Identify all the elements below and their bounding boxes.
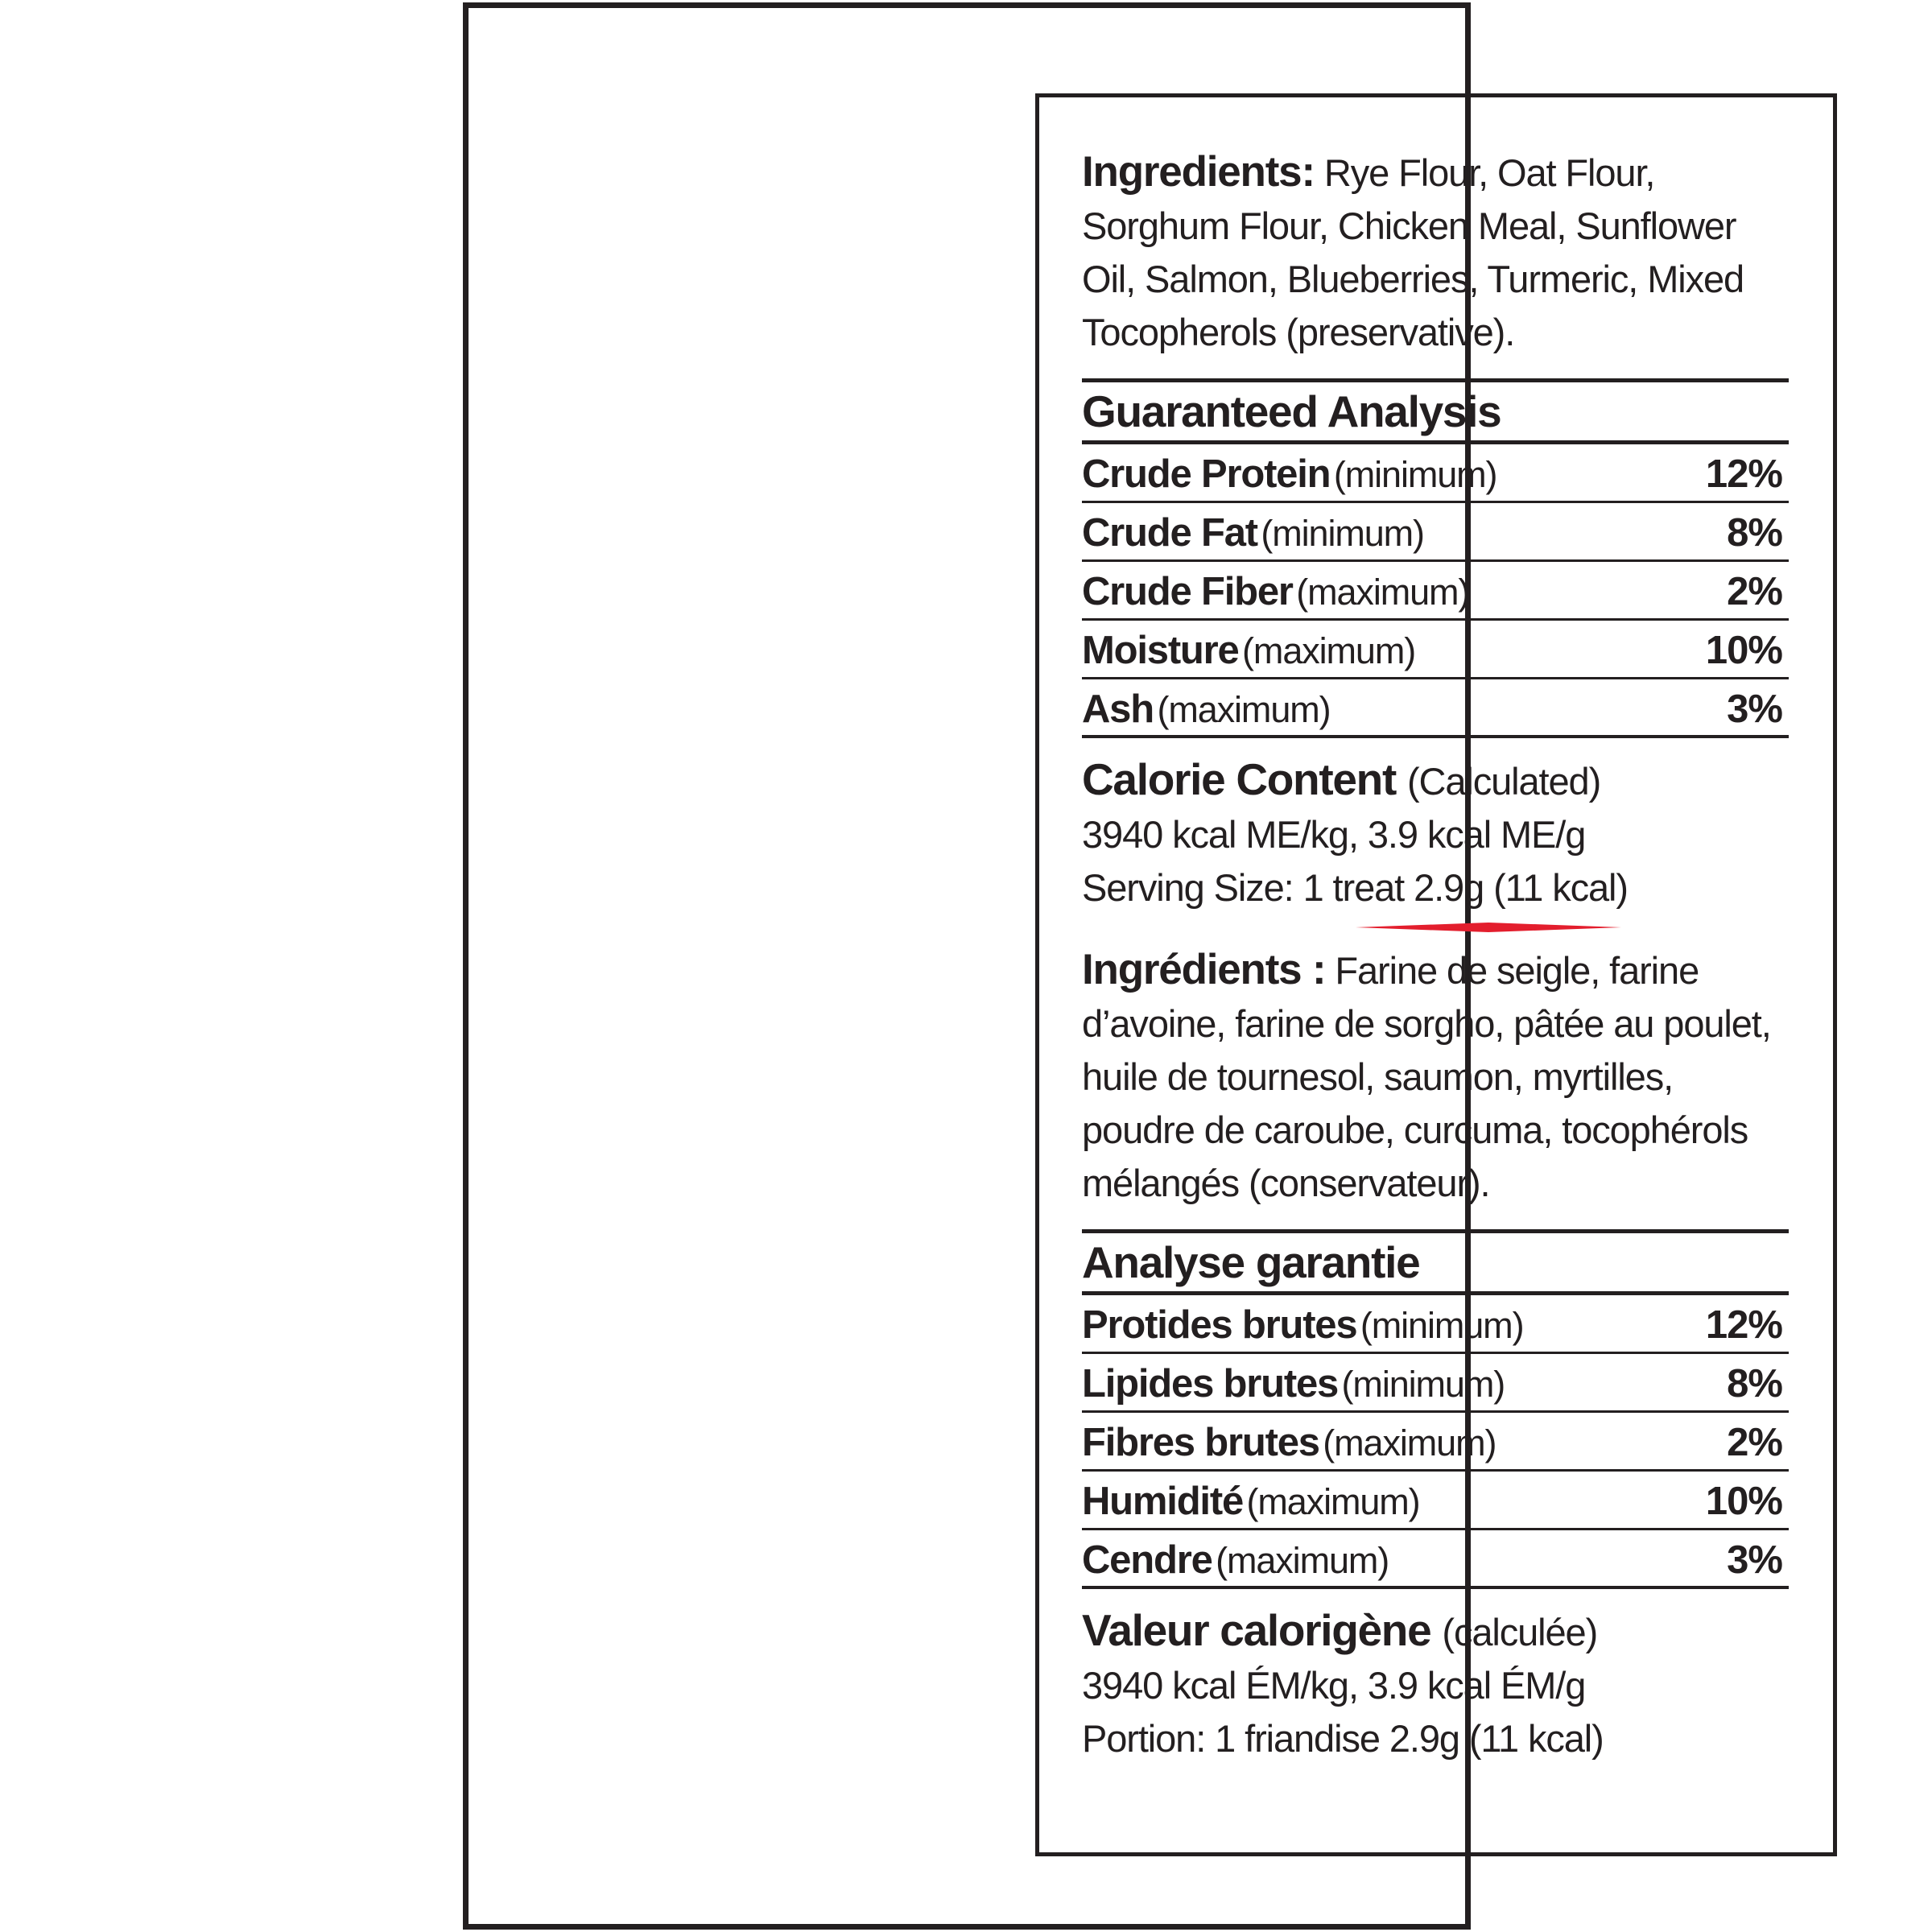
analysis-title-en: Guaranteed Analysis — [1082, 386, 1501, 436]
ingredients-en-label: Ingredients: — [1082, 148, 1315, 196]
analysis-row — [1082, 1472, 1789, 1530]
nutrient-label: Lipides brutes (minimum) — [1082, 1362, 1505, 1406]
analysis-row — [1082, 444, 1789, 503]
ingredients-en — [1082, 146, 1789, 359]
nutrient-label: Crude Protein (minimum) — [1082, 452, 1497, 496]
analysis-row — [1082, 679, 1789, 738]
nutrient-value: 12% — [1705, 452, 1782, 496]
analysis-row — [1082, 1413, 1789, 1472]
serving-size-line: Serving Size: 1 treat 2.9g (11 kcal) — [1082, 866, 1628, 909]
nutrient-value: 2% — [1727, 1421, 1782, 1464]
nutrient-value: 10% — [1705, 1480, 1782, 1523]
nutrient-value: 10% — [1705, 629, 1782, 672]
nutrient-value: 3% — [1727, 1538, 1782, 1582]
analysis-table-en — [1082, 444, 1789, 738]
calorie-title-en: Calorie Content (Calculated) — [1082, 754, 1601, 804]
nutrient-value: 8% — [1727, 511, 1782, 555]
label-panel — [1035, 93, 1837, 1856]
nutrient-value: 12% — [1705, 1303, 1782, 1347]
red-divider — [1082, 919, 1789, 935]
calorie-content-fr — [1082, 1604, 1789, 1765]
nutrient-label: Fibres brutes (maximum) — [1082, 1421, 1496, 1464]
analysis-row — [1082, 562, 1789, 621]
nutrient-label: Humidité (maximum) — [1082, 1480, 1420, 1523]
nutrient-value: 2% — [1727, 570, 1782, 613]
nutrient-value: 3% — [1727, 687, 1782, 731]
calorie-content-en — [1082, 753, 1789, 914]
analysis-row — [1082, 621, 1789, 679]
nutrient-value: 8% — [1727, 1362, 1782, 1406]
analysis-row — [1082, 1354, 1789, 1413]
analysis-title-fr: Analyse garantie — [1082, 1237, 1420, 1287]
calorie-line: 3940 kcal ME/kg, 3.9 kcal ME/g — [1082, 813, 1586, 856]
ingredients-fr-label: Ingrédients : — [1082, 946, 1326, 993]
portion-line: Portion: 1 friandise 2.9g (11 kcal) — [1082, 1717, 1604, 1760]
analysis-table-fr — [1082, 1295, 1789, 1589]
outer-frame — [463, 2, 1782, 1930]
calorie-title-fr: Valeur calorigène (calculée) — [1082, 1605, 1598, 1655]
label-content — [1082, 146, 1789, 1765]
calorie-line: 3940 kcal ÉM/kg, 3.9 kcal ÉM/g — [1082, 1664, 1586, 1707]
nutrient-label: Cendre (maximum) — [1082, 1538, 1389, 1582]
nutrient-label: Crude Fat (minimum) — [1082, 511, 1424, 555]
nutrient-label: Protides brutes (minimum) — [1082, 1303, 1524, 1347]
nutrient-label: Crude Fiber (maximum) — [1082, 570, 1470, 613]
ingredients-fr-text: Farine de seigle, farine d’avoine, farine de sorgho, pâtée au poulet, huile de tournesol, saumon, myrtilles, poudre de caroube, curcuma, tocophérols mélangés (conservateur). — [1082, 949, 1771, 1204]
analysis-row — [1082, 1295, 1789, 1354]
ingredients-fr — [1082, 943, 1789, 1210]
nutrient-label: Ash (maximum) — [1082, 687, 1331, 731]
nutrient-label: Moisture (maximum) — [1082, 629, 1416, 672]
analysis-row — [1082, 1530, 1789, 1589]
ingredients-en-text: Rye Flour, Oat Flour, Sorghum Flour, Chicken Meal, Sunflower Oil, Salmon, Blueberries, Turmeric, Mixed Tocopherols (preservative). — [1082, 151, 1744, 353]
analysis-row — [1082, 503, 1789, 562]
